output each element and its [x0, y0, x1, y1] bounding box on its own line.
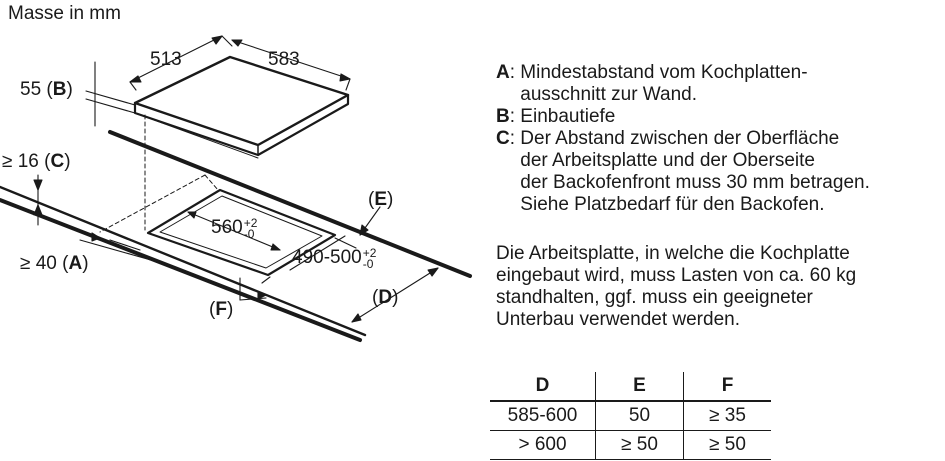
legend-key: C [496, 128, 510, 149]
label-f: (F) [209, 299, 234, 320]
cutout-depth-value: 490-500 [292, 247, 362, 268]
table-header: D [490, 372, 596, 401]
label-d-key: D [378, 287, 393, 308]
table-cell: > 600 [490, 431, 596, 460]
clearance-a-key: A [68, 253, 83, 274]
cutout-depth-label [292, 248, 376, 270]
cutout-width-tol-plus: +2 [243, 216, 258, 230]
legend-key: B [496, 106, 510, 127]
install-depth-value: 55 [20, 79, 42, 100]
clearance-a-label: ≥ 40 (A) [20, 253, 89, 274]
table-cell: ≥ 50 [596, 431, 684, 460]
legend-key: A [496, 62, 510, 83]
hob-depth-label: 513 [150, 49, 182, 70]
clearance-c-label: ≥ 16 (C) [2, 151, 71, 172]
table-row [490, 431, 771, 460]
legend-desc: Mindestabstand vom Kochplatten- ausschnitt zur Wand. [520, 62, 808, 105]
clearance-c-value: ≥ 16 [2, 151, 39, 172]
page-title: Masse in mm [8, 3, 121, 24]
install-depth-label: 55 (B) [20, 79, 73, 100]
cutout-width-label [211, 218, 257, 240]
label-f-key: F [215, 299, 227, 320]
legend-desc: Einbautiefe [520, 106, 616, 127]
cutout-width-tol-minus: -0 [243, 227, 255, 241]
table-cell: 50 [596, 401, 684, 431]
dimension-table [490, 372, 771, 460]
table-header: F [684, 372, 772, 401]
label-e-key: E [374, 189, 388, 210]
table-header: E [596, 372, 684, 401]
table-cell: ≥ 50 [684, 431, 772, 460]
legend-item-a: A : Mindestabstand vom Kochplatten- ausschnitt zur Wand. [496, 62, 808, 105]
label-e: (E) [368, 189, 394, 210]
clearance-a-value: ≥ 40 [20, 253, 57, 274]
clearance-c-key: C [50, 151, 65, 172]
table-row [490, 401, 771, 431]
hob [135, 57, 348, 158]
install-depth-key: B [52, 79, 67, 100]
cutout-depth-tol-plus: +2 [362, 246, 377, 260]
table-header-row [490, 372, 771, 401]
hob-width-label: 583 [268, 49, 300, 70]
load-note: Die Arbeitsplatte, in welche die Kochplatte eingebaut wird, muss Lasten von ca. 60 kg standhalten, ggf. muss ein geeigneter Unterbau verwendet werden. [496, 243, 857, 330]
table-cell: ≥ 35 [684, 401, 772, 431]
label-d: (D) [372, 287, 399, 308]
table-cell: 585-600 [490, 401, 596, 431]
legend-desc: Der Abstand zwischen der Oberfläche der Arbeitsplatte und der Oberseite der Backofenfront muss 30 mm betragen. Siehe Platzbedarf für den Backofen. [520, 128, 870, 215]
legend-item-b: B : Einbautiefe [496, 106, 616, 127]
cutout-depth-tol-minus: -0 [362, 257, 374, 271]
cutout-width-value: 560 [211, 217, 243, 238]
legend [496, 62, 870, 216]
legend-item-c: C : Der Abstand zwischen der Oberfläche der Arbeitsplatte und der Oberseite der Backofenfront muss 30 mm betragen. Siehe Platzbedarf für den Backofen. [496, 128, 870, 215]
